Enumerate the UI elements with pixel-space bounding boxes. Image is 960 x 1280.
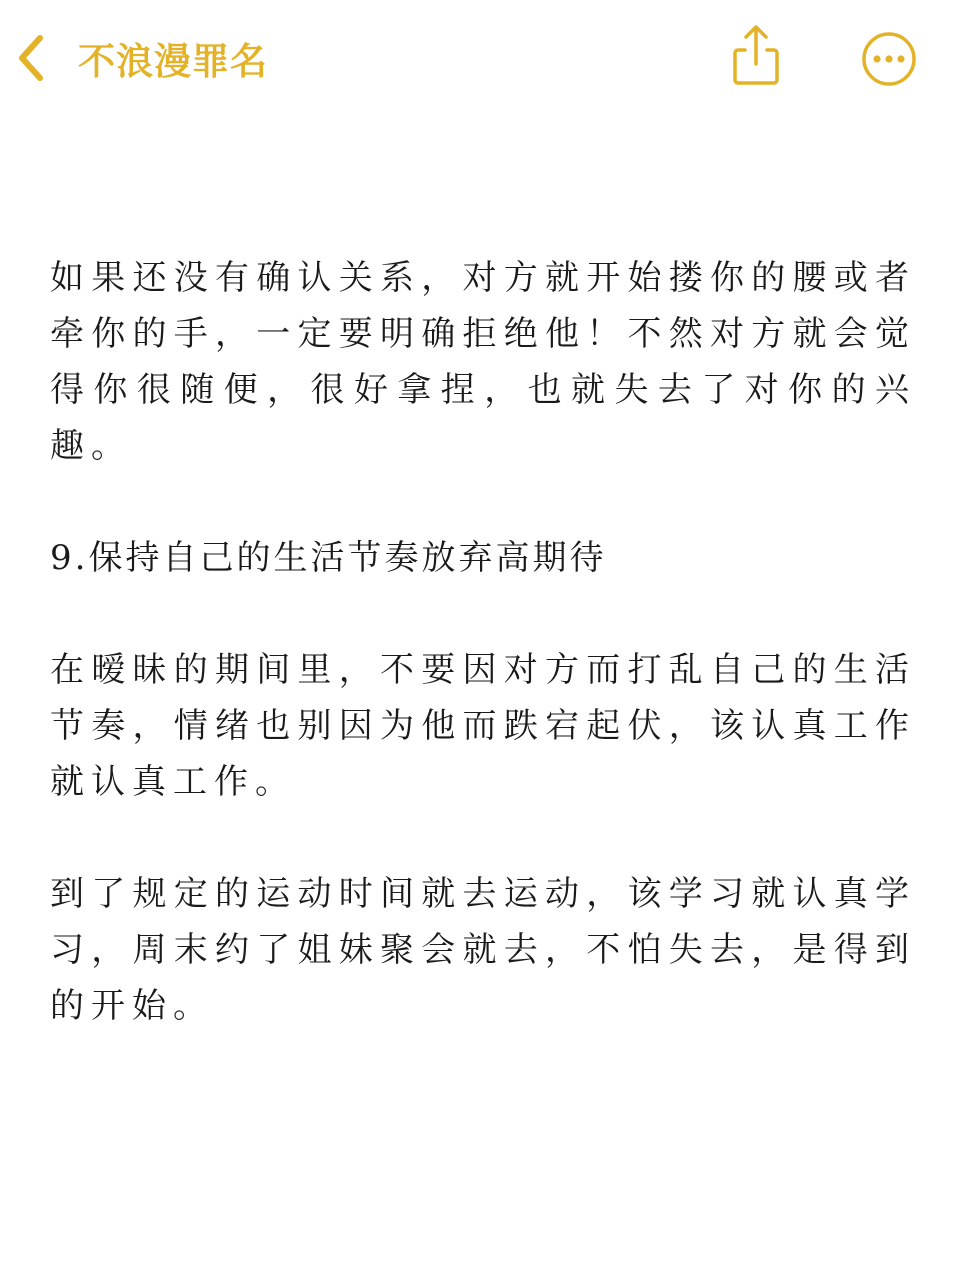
paragraph-spacer	[50, 474, 916, 530]
note-text-body[interactable]	[50, 250, 916, 1034]
navigation-bar	[0, 0, 960, 120]
note-folder-title[interactable]: 不浪漫罪名	[78, 40, 268, 83]
note-paragraph: 在暧昧的期间里，不要因对方而打乱自己的生活节奏，情绪也别因为他而跌宕起伏，该认真工作就认真工作。	[50, 650, 916, 802]
note-paragraph: 如果还没有确认关系，对方就开始搂你的腰或者牵你的手，一定要明确拒绝他！不然对方就会觉得你很随便，很好拿捏，也就失去了对你的兴趣。	[50, 258, 916, 466]
paragraph-spacer	[50, 810, 916, 866]
note-paragraph: 到了规定的运动时间就去运动，该学习就认真学习，周末约了姐妹聚会就去，不怕失去，是得到的开始。	[50, 874, 916, 1026]
more-ellipsis-icon	[860, 73, 918, 92]
more-button[interactable]	[860, 30, 918, 88]
share-icon	[726, 73, 786, 92]
paragraph-spacer	[50, 586, 916, 642]
share-button[interactable]	[726, 24, 786, 88]
note-section-heading: 9.保持自己的生活节奏放弃高期待	[50, 538, 607, 578]
back-button[interactable]	[14, 28, 268, 88]
chevron-left-icon	[14, 32, 48, 84]
